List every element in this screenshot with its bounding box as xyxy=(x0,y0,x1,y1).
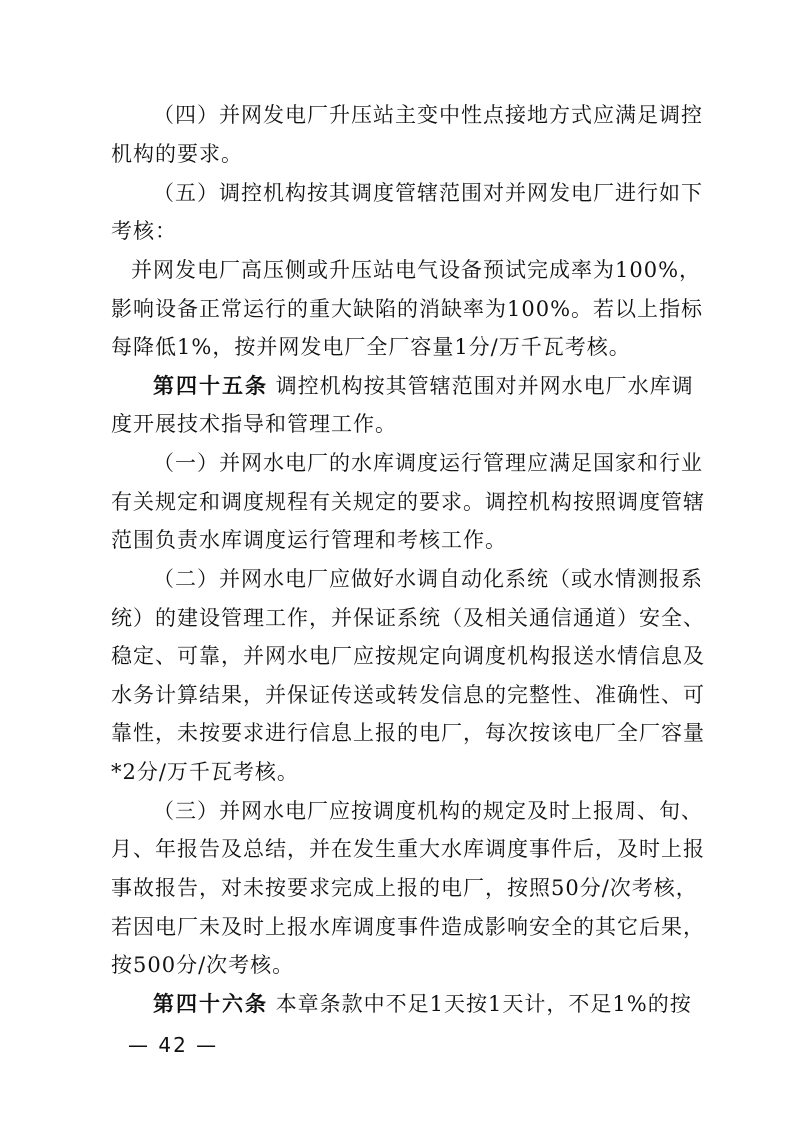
article-45-text: 调控机构按其管辖范围对并网水电厂水库调 xyxy=(275,374,694,398)
item-3-line-4: 若因电厂未及时上报水库调度事件造成影响安全的其它后果， xyxy=(111,915,705,939)
paragraph-4-line-2: 机构的要求。 xyxy=(111,142,243,166)
item-3-line-5: 按500分/次考核。 xyxy=(111,953,295,977)
article-45-line-1 xyxy=(153,371,694,401)
assessment-line-3: 每降低1%，按并网发电厂全厂容量1分/万千瓦考核。 xyxy=(111,335,631,359)
paragraph-5-line-2: 考核： xyxy=(111,219,177,243)
item-2-line-4: 水务计算结果，并保证传送或转发信息的完整性、准确性、可 xyxy=(111,683,705,707)
item-1-line-3: 范围负责水库调度运行管理和考核工作。 xyxy=(111,528,507,552)
page-number: — 42 — xyxy=(128,1033,219,1057)
item-3-line-1: （三）并网水电厂应按调度机构的规定及时上报周、旬、 xyxy=(153,799,703,823)
article-46-text: 本章条款中不足1天按1天计，不足1%的按 xyxy=(275,992,692,1016)
assessment-line-1: 并网发电厂高压侧或升压站电气设备预试完成率为100%， xyxy=(131,258,702,282)
item-2-line-5: 靠性，未按要求进行信息上报的电厂，每次按该电厂全厂容量 xyxy=(111,721,705,745)
paragraph-4-line-1: （四）并网发电厂升压站主变中性点接地方式应满足调控 xyxy=(153,103,703,127)
article-45-heading: 第四十五条 xyxy=(153,373,268,398)
item-1-line-1: （一）并网水电厂的水库调度运行管理应满足国家和行业 xyxy=(153,451,703,475)
item-2-line-2: 统）的建设管理工作，并保证系统（及相关通信通道）安全、 xyxy=(111,606,705,630)
article-46-heading: 第四十六条 xyxy=(153,991,268,1016)
item-1-line-2: 有关规定和调度规程有关规定的要求。调控机构按照调度管辖 xyxy=(111,490,705,514)
article-45-line-2: 度开展技术指导和管理工作。 xyxy=(111,412,397,436)
item-3-line-3: 事故报告，对未按要求完成上报的电厂，按照50分/次考核， xyxy=(111,876,698,900)
paragraph-5-line-1: （五）调控机构按其调度管辖范围对并网发电厂进行如下 xyxy=(153,181,703,205)
item-2-line-6: *2分/万千瓦考核。 xyxy=(111,760,299,784)
assessment-line-2: 影响设备正常运行的重大缺陷的消缺率为100%。若以上指标 xyxy=(111,297,704,321)
item-2-line-1: （二）并网水电厂应做好水调自动化系统（或水情测报系 xyxy=(153,567,703,591)
item-3-line-2: 月、年报告及总结，并在发生重大水库调度事件后，及时上报 xyxy=(111,837,705,861)
article-46-line-1 xyxy=(153,989,691,1019)
item-2-line-3: 稳定、可靠，并网水电厂应按规定向调度机构报送水情信息及 xyxy=(111,644,705,668)
